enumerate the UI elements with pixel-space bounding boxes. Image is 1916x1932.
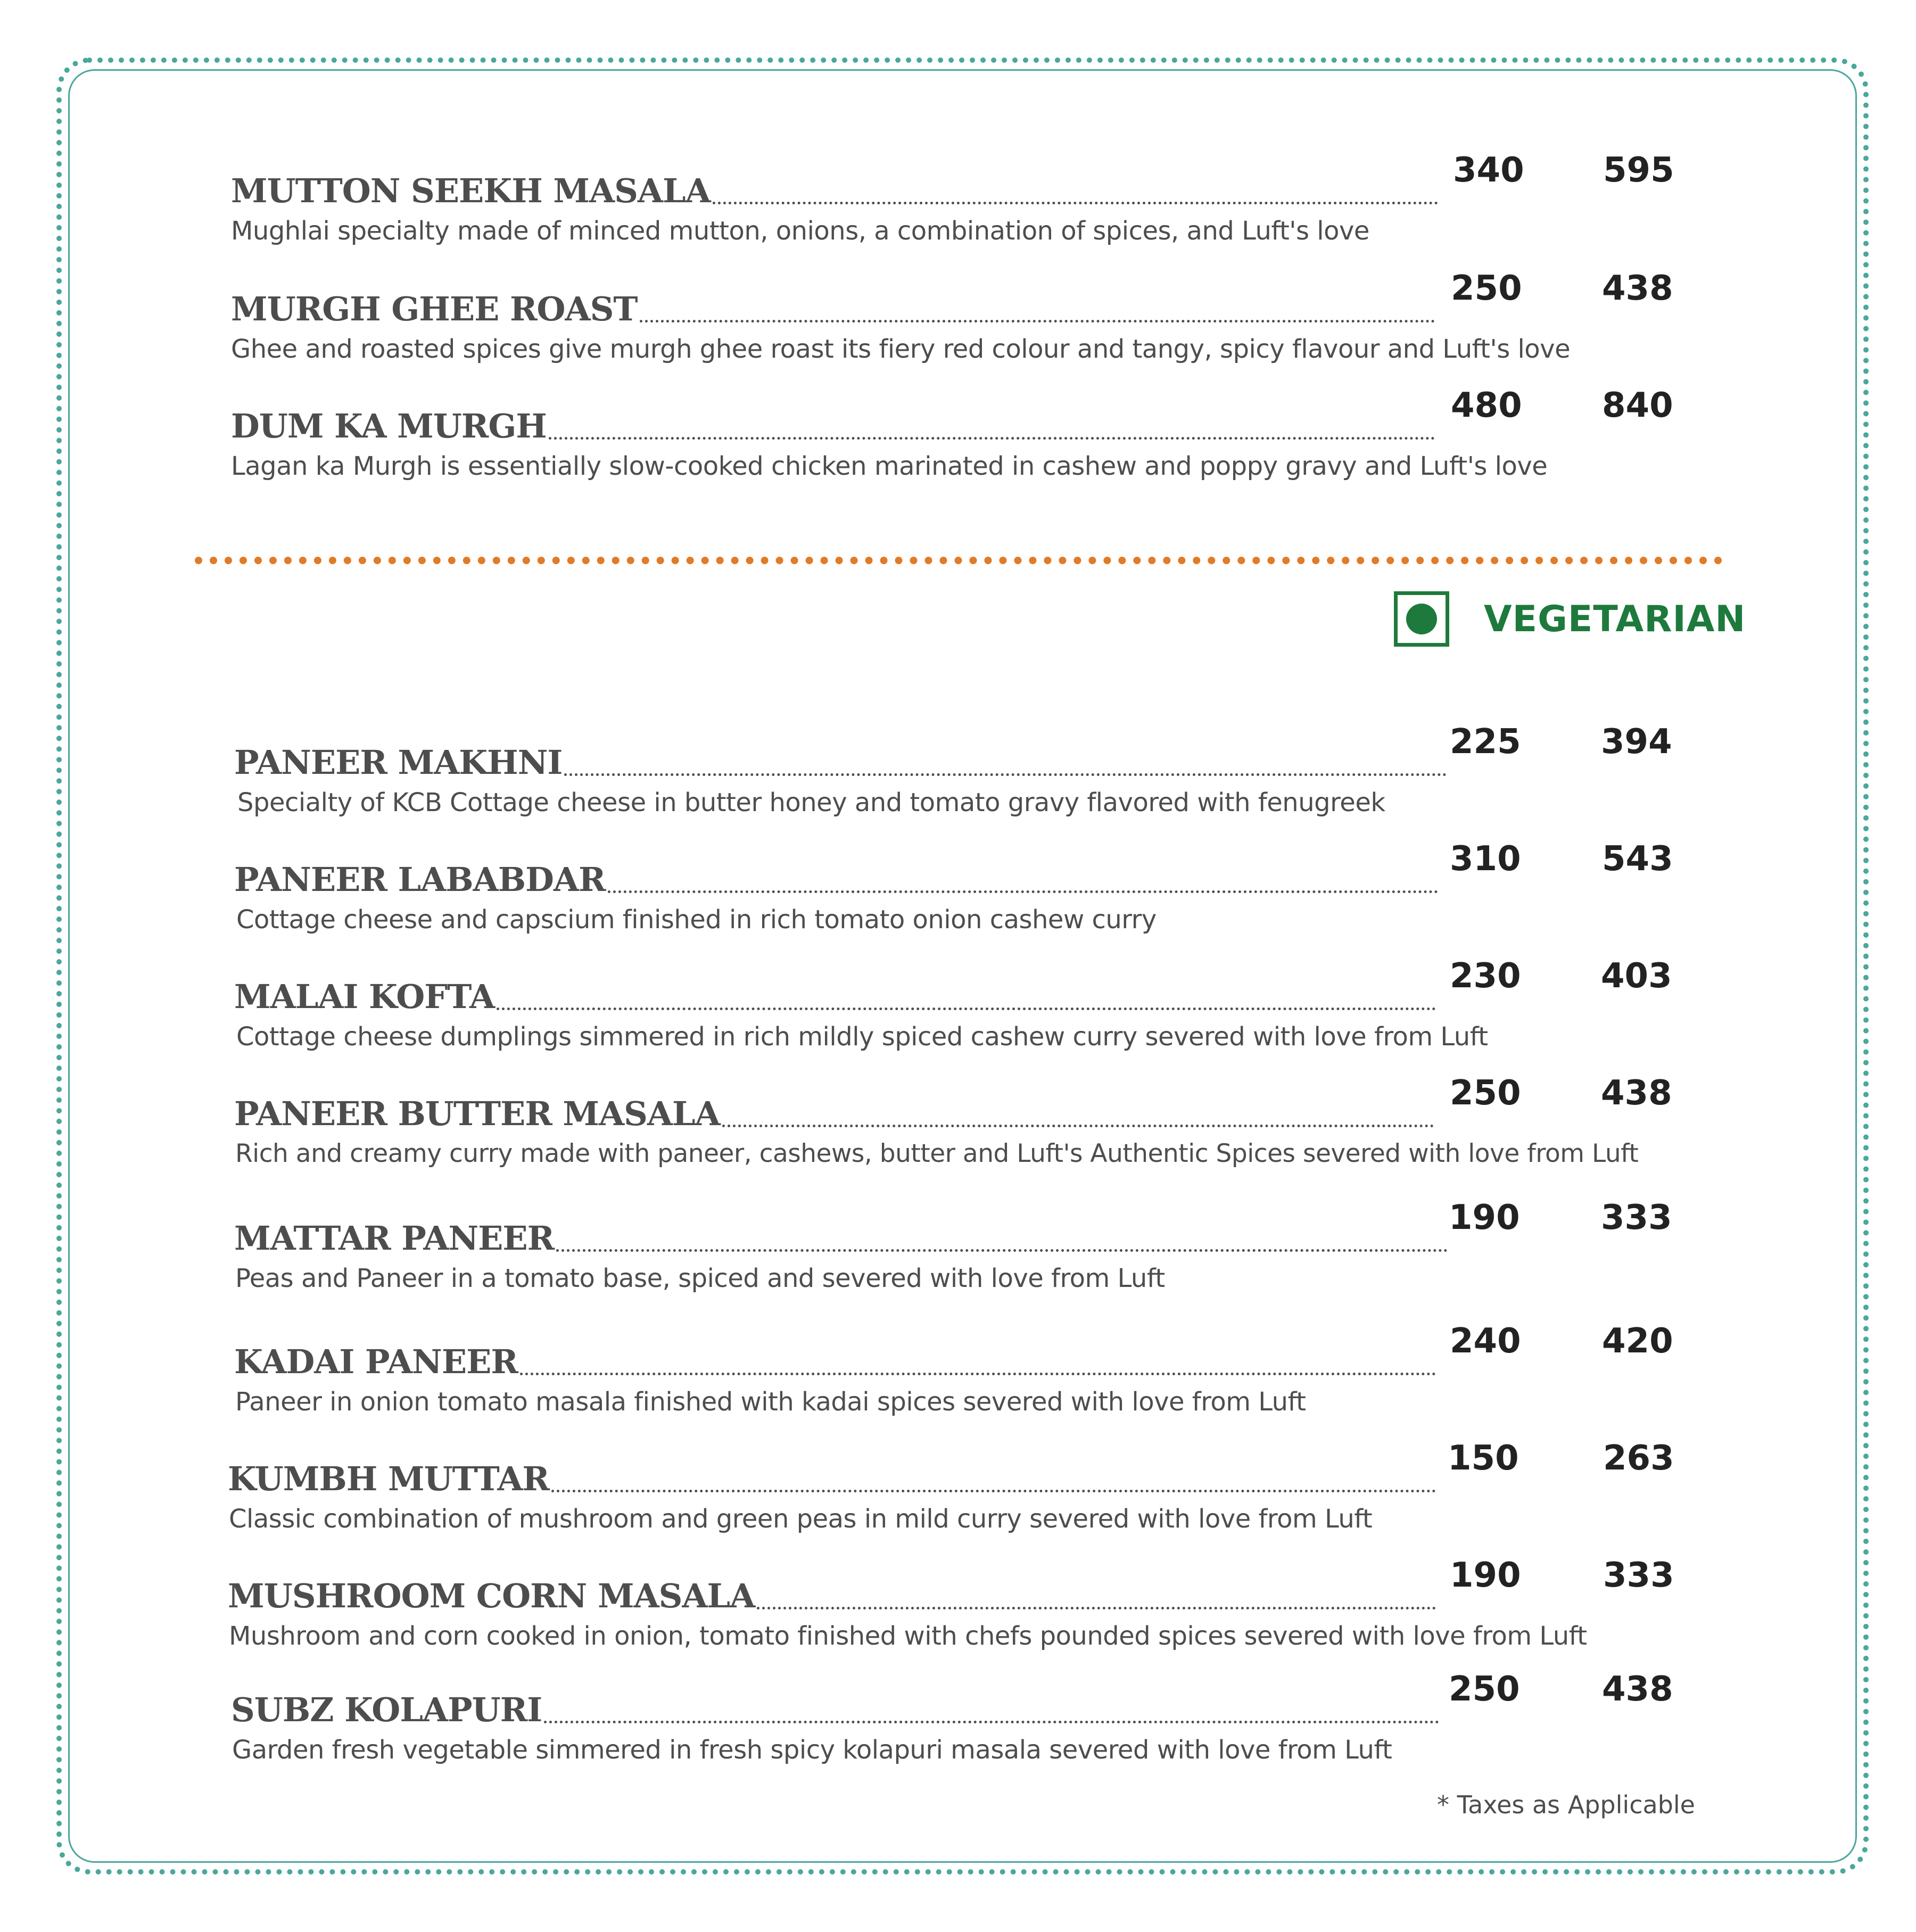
item-name: MUTTON SEEKH MASALA xyxy=(231,171,711,210)
dotted-leader xyxy=(608,890,1438,893)
item-price-full: 420 xyxy=(1602,1322,1673,1361)
item-name: MURGH GHEE ROAST xyxy=(231,290,638,328)
item-name: MUSHROOM CORN MASALA xyxy=(228,1576,755,1615)
item-price-half: 480 xyxy=(1451,386,1522,425)
item-price-half: 310 xyxy=(1450,839,1521,879)
menu-item-kumbh-muttar xyxy=(0,1439,1916,1543)
veg-dot xyxy=(1406,604,1437,634)
item-price-half: 190 xyxy=(1450,1556,1521,1595)
item-price-full: 333 xyxy=(1603,1556,1674,1595)
item-description: Garden fresh vegetable simmered in fresh spicy kolapuri masala severed with love from Luft xyxy=(232,1735,1392,1765)
item-price-half: 250 xyxy=(1451,269,1522,308)
item-price-full: 438 xyxy=(1602,269,1673,308)
menu-item-mattar-paneer xyxy=(0,1198,1916,1303)
menu-item-paneer-butter-masala xyxy=(0,1074,1916,1178)
menu-item-mutton-seekh-masala xyxy=(0,151,1916,255)
item-price-full: 333 xyxy=(1601,1198,1672,1237)
menu-item-malai-kofta xyxy=(0,956,1916,1061)
item-name: PANEER LABABDAR xyxy=(234,860,606,899)
dotted-leader xyxy=(520,1373,1436,1375)
item-price-full: 403 xyxy=(1601,956,1672,996)
item-name: SUBZ KOLAPURI xyxy=(231,1690,542,1729)
menu-item-kadai-paneer xyxy=(0,1322,1916,1426)
item-description: Mughlai specialty made of minced mutton, onions, a combination of spices, and Luft's love xyxy=(231,216,1369,246)
menu-item-mushroom-corn-masala xyxy=(0,1556,1916,1661)
dotted-leader xyxy=(640,320,1435,323)
item-description: Peas and Paneer in a tomato base, spiced and severed with love from Luft xyxy=(235,1264,1165,1293)
item-price-half: 225 xyxy=(1450,722,1521,762)
item-name: MALAI KOFTA xyxy=(234,977,495,1016)
dotted-leader xyxy=(757,1607,1436,1609)
item-price-full: 840 xyxy=(1602,386,1673,425)
item-price-full: 438 xyxy=(1601,1074,1672,1113)
item-name: PANEER MAKHNI xyxy=(234,743,563,782)
item-name: PANEER BUTTER MASALA xyxy=(234,1094,720,1133)
item-description: Specialty of KCB Cottage cheese in butter honey and tomato gravy flavored with fenugreek xyxy=(237,788,1385,818)
item-name: DUM KA MURGH xyxy=(231,407,547,445)
item-price-full: 543 xyxy=(1602,839,1673,879)
item-name: MATTAR PANEER xyxy=(234,1219,555,1258)
menu-item-subz-kolapuri xyxy=(0,1670,1916,1774)
menu-item-paneer-lababdar xyxy=(0,839,1916,944)
item-description: Paneer in onion tomato masala finished with kadai spices severed with love from Luft xyxy=(235,1387,1306,1417)
item-description: Ghee and roasted spices give murgh ghee roast its fiery red colour and tangy, spicy flavour and Luft's love xyxy=(231,334,1571,364)
veg-mark-icon xyxy=(1394,591,1449,647)
item-price-half: 250 xyxy=(1449,1670,1520,1709)
item-price-full: 263 xyxy=(1603,1439,1674,1478)
item-price-half: 250 xyxy=(1450,1074,1521,1113)
item-price-half: 230 xyxy=(1450,956,1521,996)
item-description: Rich and creamy curry made with paneer, cashews, butter and Luft's Authentic Spices severed with love from Luft xyxy=(235,1139,1639,1168)
item-description: Cottage cheese and capscium finished in rich tomato onion cashew curry xyxy=(236,905,1157,935)
item-name: KUMBH MUTTAR xyxy=(228,1459,549,1498)
section-divider xyxy=(195,557,1722,564)
item-price-half: 150 xyxy=(1448,1439,1519,1478)
dotted-leader xyxy=(549,437,1435,440)
dotted-leader xyxy=(722,1125,1434,1127)
menu-item-paneer-makhni xyxy=(0,722,1916,827)
dotted-leader xyxy=(564,773,1447,776)
item-price-half: 190 xyxy=(1449,1198,1520,1237)
section-title-vegetarian: VEGETARIAN xyxy=(1484,598,1746,640)
item-price-full: 394 xyxy=(1601,722,1672,762)
menu-item-dum-ka-murgh xyxy=(0,386,1916,491)
dotted-leader xyxy=(556,1249,1448,1252)
item-description: Lagan ka Murgh is essentially slow-cooked chicken marinated in cashew and poppy gravy and Luft's love xyxy=(231,451,1548,481)
taxes-footnote: * Taxes as Applicable xyxy=(1437,1790,1695,1819)
menu-item-murgh-ghee-roast xyxy=(0,269,1916,374)
dotted-leader xyxy=(544,1721,1439,1723)
dotted-leader xyxy=(551,1490,1436,1492)
item-description: Mushroom and corn cooked in onion, tomato finished with chefs pounded spices severed with love from Luft xyxy=(229,1621,1587,1651)
item-description: Classic combination of mushroom and green peas in mild curry severed with love from Luft xyxy=(229,1504,1373,1534)
item-price-half: 340 xyxy=(1453,151,1524,190)
item-name: KADAI PANEER xyxy=(234,1342,518,1381)
item-description: Cottage cheese dumplings simmered in rich mildly spiced cashew curry severed with love from Luft xyxy=(236,1022,1488,1052)
item-price-full: 438 xyxy=(1602,1670,1673,1709)
dotted-leader xyxy=(713,202,1438,204)
dotted-leader xyxy=(497,1008,1436,1010)
item-price-half: 240 xyxy=(1450,1322,1521,1361)
item-price-full: 595 xyxy=(1603,151,1674,190)
